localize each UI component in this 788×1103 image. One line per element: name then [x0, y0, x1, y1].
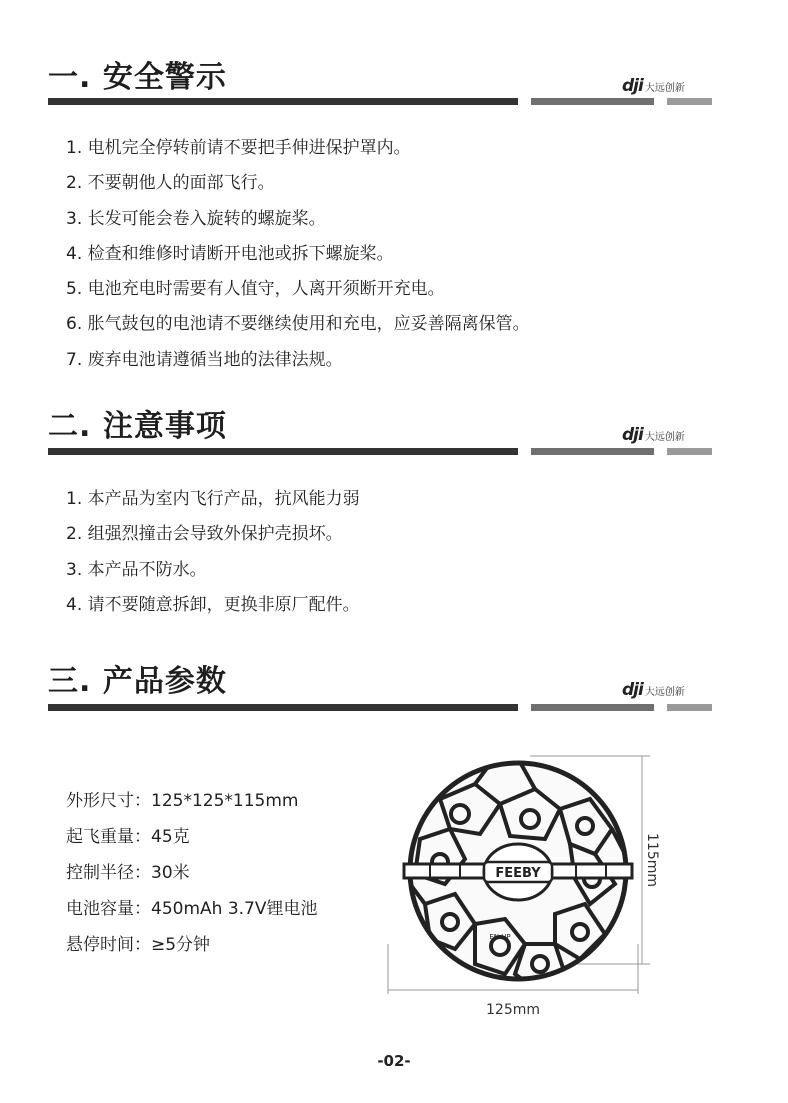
section-title-notes: 二. 注意事项: [48, 409, 227, 444]
brand-logo: [622, 425, 685, 445]
section-title-safety: 一. 安全警示: [48, 60, 227, 95]
section-rule-mid: [531, 704, 654, 711]
list-item: 4. 请不要随意拆卸，更换非原厂配件。: [66, 594, 360, 615]
notes-list: [66, 482, 360, 623]
brand-logo: [622, 76, 685, 96]
list-item: 3. 本产品不防水。: [66, 559, 207, 580]
drone-small-label: EN UP: [489, 933, 511, 941]
height-dimension-label: 115mm: [644, 833, 660, 887]
section-rule-mid: [531, 448, 654, 455]
list-item: 6. 胀气鼓包的电池请不要继续使用和充电，应妥善隔离保管。: [66, 314, 530, 335]
logo-text: 大远创新: [644, 687, 685, 698]
section-rule-mid: [531, 98, 654, 105]
list-item: 4. 检查和维修时请断开电池或拆下螺旋桨。: [66, 243, 394, 264]
page-number: -02-: [377, 1052, 411, 1070]
list-item: 1. 本产品为室内飞行产品，抗风能力弱: [66, 489, 360, 509]
safety-list: [66, 131, 530, 378]
logo-mark: dji: [622, 76, 643, 96]
spec-item: 悬停时间：≥5分钟: [66, 935, 211, 955]
list-item: 1. 电机完全停转前请不要把手伸进保护罩内。: [66, 138, 411, 158]
list-item: 3. 长发可能会卷入旋转的螺旋桨。: [66, 208, 326, 229]
list-item: 7. 废弃电池请遵循当地的法律法规。: [66, 349, 343, 370]
list-item: 5. 电池充电时需要有人值守，人离开须断开充电。: [66, 279, 445, 300]
list-item: 2. 不要朝他人的面部飞行。: [66, 173, 275, 194]
logo-mark: dji: [622, 425, 643, 445]
section-rule-dark: [48, 98, 518, 105]
logo-mark: dji: [622, 680, 643, 700]
logo-text: 大远创新: [644, 83, 685, 94]
spec-item: 控制半径：30米: [66, 863, 190, 883]
spec-item: 外形尺寸：125*125*115mm: [66, 791, 299, 811]
section-title-specs: 三. 产品参数: [48, 664, 227, 699]
spec-item: 电池容量：450mAh 3.7V锂电池: [66, 899, 318, 919]
spec-list: [66, 783, 317, 963]
section-rule-light: [667, 98, 712, 105]
section-rule-dark: [48, 448, 518, 455]
brand-logo: [622, 680, 685, 700]
logo-text: 大远创新: [644, 432, 685, 443]
section-rule-dark: [48, 704, 518, 711]
section-rule-light: [667, 704, 712, 711]
width-dimension-label: 125mm: [486, 1002, 540, 1018]
drone-dimension-figure: [380, 744, 670, 1024]
drone-brand-label: FEEBY: [495, 866, 541, 881]
list-item: 2. 组强烈撞击会导致外保护壳损坏。: [66, 524, 343, 545]
section-rule-light: [667, 448, 712, 455]
spec-item: 起飞重量：45克: [66, 827, 190, 847]
